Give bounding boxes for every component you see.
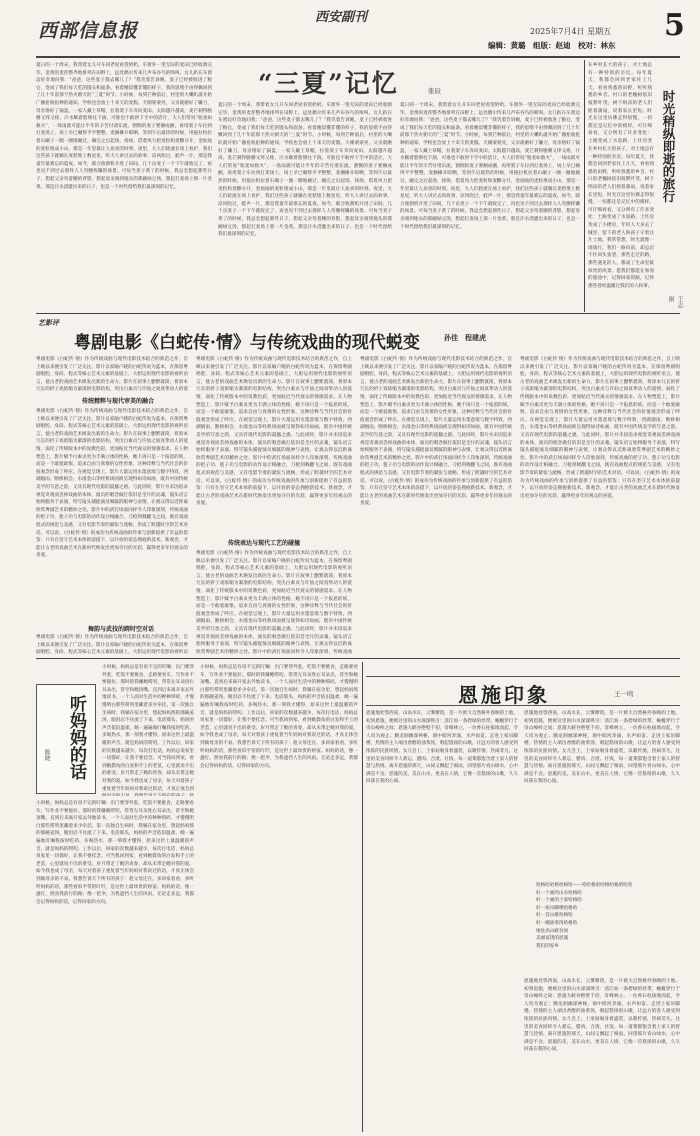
column-name: 西部信息报 — [38, 20, 139, 42]
article-sanxia — [36, 60, 581, 312]
article-body: 粤剧电影《白蛇传·情》作为传统戏曲与现代电影技术结合的典范之作，自上映以来便引发了广泛关注。影片以家喻户晓的白蛇传说为蓝本，在保留粤剧唱腔、身段、程式等核心艺术元素的基础上，大胆运用现代电影的视听语 — [36, 635, 188, 656]
paper-name: 西安副刊 — [315, 10, 368, 25]
sidebar-body: 在乡村长大的孩子，对土地总有一种特别的亲近。每年夏天，我都会回到老家住上几天，看看熟悉的田野，听听熟悉的乡音。村口的老槐树依旧枝繁叶茂，树下纳凉的老人们摇着蒲扇，说着家长里短。时光在这里仿佛走得很慢，一切都还是记忆中的模样。可仔细看看，又分明有了许多变化：土路变成了水泥路，土坯房变成了小楼房，年轻人大多去了城里，留下的老人和孩子守着这片土地。我常常想，时光就像一场旅行，我们一路向前，却总忍不住回头张望，那些走过的路，那些遇见的人，都成了生命里最珍贵的风景。愿我们都能在匆匆的旅途中，记得回家的路，记得那些曾经温暖过我们的人和事。 — [588, 147, 654, 289]
sidebar-divider — [584, 60, 585, 312]
staff-credit: 编辑：黄璐 组版：赵迪 校对：林东 — [488, 41, 616, 50]
article-title: 听妈妈的话 — [66, 695, 86, 780]
article-body: 恩施地处鄂西南，山高水长，云雾缭绕，是一片被大自然格外眷顾的土地。初到恩施，便被这里的山水深深吸引：清江如一条碧绿的丝带，蜿蜒穿行于崇山峻岭之间；恩施大峡谷绝壁千仞，奇峰林立，一炷香石柱拔地而起，令人叹为观止；腾龙洞幽深神秘，洞中暗河奔涌，水声如雷。走进土家吊脚楼，热情的主人端出香醇的油茶汤，唱起悠扬的山歌，让远方的客人感受到浓浓的民族风情。女儿会上，土家姑娘身着盛装，以歌传情，热闹非凡。这里的美食同样令人难忘，腊肉、合渣、社饭，每一道菜都饱含着土家人的智慧与热情。离开恩施的那天，山间又飘起了细雨，回望那片青山绿水，心中满是不舍。恩施的美，美在山水，更美在人情，它像一首悠扬的山歌，久久回荡在我的心间。 — [524, 979, 680, 1053]
article-body: 小时候，妈妈总是有说不完的叮嘱：出门要穿外套，吃饭不要挑食，走路要看车，写作业不要拖拉。那时的我嫌她唠叨，常常左耳朵进右耳朵出，甚至和她顶嘴。直到后来离开家去外地读书，一个人面对生活中的种种琐碎，才慢慢明白那些唠叨里藏着多少牵挂。第一次独自生病时，我躺在宿舍里，想起妈妈熬的那碗姜汤，眼泪忍不住流了下来。电话那头，妈妈的声音依旧温柔，她一遍遍地叮嘱我按时吃药、多喝热水，那一刻我才懂得，原来这世上最温暖的声音，就是妈妈的唠叨。工作以后，回家的次数越来越少，每次打电话，妈妈总说家里一切都好，让我不要挂念。可当我回到家，看到她鬓角的白发和手上的老茧，心里就说不出的难受。岁月带走了她的青春，却从未带走她对我的爱。如今我也成了母亲，每天对着孩子重复着当年妈妈对我说过的话，才真正体会到做母亲的不易。我想告诉天下所有的孩子：趁父母还在，多回家看看，多听听妈妈的话，那些看似平常的叮咛，是这世上最珍贵的财富。妈妈的话，像一盏灯，照亮我前行的路；像一把伞，为我遮挡人生的风雨。无论走多远，我都会记得妈妈的话，记得回家的方向。 — [200, 665, 358, 769]
sidebar-author: 王志刚 — [667, 296, 683, 308]
article-body: 粤剧电影《白蛇传·情》作为传统戏曲与现代电影技术结合的典范之作，自上映以来便引发了广泛关注。影片以家喻户晓的白蛇传说为蓝本，在保留粤剧唱腔、身段、程式等核心艺术元素的基础上，大胆运用现代电影的视听语言，使古老的戏曲艺术焕发出新的生命力。影片在叙事上删繁就简，将原本冗长的折子戏浓缩为紧凑的电影结构，突出白素贞与许仙之间真挚动人的爱情，弱化了传统版本中的说教色彩，更加贴近当代观众的情感需求。在人物塑造上，影片赋予白素贞更为丰满立体的性格，她不再只是一个报恩的妖，而是一个敢爱敢恨、追求自由与真情的女性形象，这种诠释与当代社会的价值观念形成了呼应。在视觉呈现上，影片大量运用水墨意境与数字特效，西湖烟雨、断桥相会、水漫金山等经典场面被呈现得如诗如画，既有中国传统美学的写意之韵，又具有现代电影的震撼之感。与此同时，影片并未因追求视觉奇观而丢掉戏曲的本体，演员的唱念做打依旧是全片的灵魂，镜头语言始终服务于表演，特写镜头捕捉演员细腻的眼神与表情，让观众得以近距离欣赏粤剧艺术的精妙之处。影片中的武打场面同样令人印象深刻，传统戏曲 — [196, 551, 352, 655]
author-name: 王一鸣 — [614, 690, 634, 698]
sidebar-title: 时光稍纵即逝的旅行 — [661, 90, 676, 203]
author-name: 孙佳 程建虎 — [444, 333, 486, 342]
page-number: 5 — [664, 8, 685, 43]
article-body-2: 夏日的一个周末，我带着女儿开车回老屋看望奶奶。车窗外一望无际的麦田已经收割完毕，金黄的麦茬整齐地排列在田野上，远处偶尔传来几声布谷鸟的啼叫。女儿趴在车窗边好奇地问我：“爸爸，这些麦子都去哪儿了？”我笑着告诉她，麦子已经被收进了粮仓，变成了我们每天吃的馒头和面条。看着她似懂非懂的样子，我的思绪不由得飘回到了几十年前那个热火朝天的“三夏”时节。小时候，每到芒种前后，村里的大喇叭就开始广播抢收抢种的通知，学校也会放上十来天的麦假。天刚蒙蒙亮，父亲就磨好了镰刀，母亲烙好了锅盔，一家人戴上草帽，拉着架子车奔向麦田。太阳越升越高，麦芒刺得胳膊又痒又疼，汗水顺着脸颊往下淌，可谁也不敢停下手中的活计，大人们常说“收麦如救火”，一场雨就可能让半年的辛苦付诸东流。割倒的麦子要捆成捆，再用架子车拉到打麦场上，场上早已碾得平平整整，麦捆摊开晾晒，等到午后最热的时候，用拖拉机拉着石碾子一圈一圈地碾过。碾完之后起场、扬场，借着风力把麦粒和麦糠分开，金灿灿的麦粒堆成小山，那是一年里最让人欢喜的时刻。夜里，大人们轮流在场上看护，我们这些孩子就躺在麦秸堆上数星星，听大人讲过去的故事，凉风吹过，蛙声一片，那是我童年最难忘的夏夜。如今，联合收割机开进了田间，几十亩麦子一个下午就收完了，再也见不到过去那样人人弯腰挥镰的场景。可每当麦子黄了的时候，我总会想起那些日子，想起父亲弯着腰的背影，想起母亲端到地头的那碗绿豆汤，想起打麦场上那一片金黄。那是汗水浇灌出来的日子，也是一个时代留给我们最深刻的记忆。 — [218, 103, 392, 238]
article-body: 粤剧电影《白蛇传·情》作为传统戏曲与现代电影技术结合的典范之作，自上映以来便引发了广泛关注。影片以家喻户晓的白蛇传说为蓝本，在保留粤剧唱腔、身段、程式等核心艺术元素的基础上，大胆运用现代电影的视听语言，使古老的戏曲艺术焕发出新的生命力。影片在叙事上删繁就简，将原本冗长的折子戏浓缩为紧凑的电影结构，突出白素贞与许仙之间真挚动人的爱情，弱化了传统版本中的说教色彩，更加贴近当代观众的情感需求。在人物塑造上，影片赋予白素贞更为丰满立体的性格，她不再只是一个报恩的妖，而是一个敢爱敢恨、追求自由与真情的女性形象，这种诠释与当代社会的价值观念形成了呼应。在视觉呈现上，影片大量运用水墨意境与数字特效，西湖烟雨、断桥相会、水漫金山等经典场面被呈现得如诗如画，既有中国传统美学的写意之韵，又具有现代电影的震撼之感。与此同时，影片并未因追求视觉奇观而丢掉戏曲的本体，演员的唱念做打依旧是全片的灵魂，镜头语言始终服务于表演，特写镜头捕捉演员细腻的眼神与表情，让观众得以近距离欣赏粤剧艺术的精妙之处。影片中的武打场面同样令人印象深刻，传统戏曲的把子功、毯子功与电影的动作设计相融合，刀枪剑戟翻飞之间，既有戏曲程式的规范与美感，又有电影节奏的紧张与流畅，形成了跨越时空的艺术对话。可以说，《白蛇传·情》的成功为传统戏曲的传承与创新提供了有益的借鉴：只有在坚守艺术本体的前提下，以开放的姿态拥抱新技术、新观念，才能让古老的戏曲艺术在新时代焕发出更加夺目的光彩，赢得更多年轻观众的喜爱。 — [196, 357, 352, 507]
subhead-2: 传统表达与现代工艺的碰撞 — [228, 540, 301, 547]
sidebar-body-top: 在乡村长大的孩子，对土地总有一种特别的亲近。每年夏天，我都会回到老家住上几天，看看熟悉的田野，听听熟悉的乡音。村口的老槐树依旧枝繁叶茂，树下纳凉的老人们摇着蒲扇，说着家长里短。时光在这里仿佛走得很慢，一切都还是记忆中的模样。可仔细看看，又分明有了许多变化：土路变成了水泥路，土坯房变 — [588, 63, 652, 144]
article-teacher — [366, 662, 680, 1132]
subhead-1: 传统精粹与现代审美的融合 — [82, 398, 155, 405]
subhead-3: 舞韵与武技的跨时空对话 — [88, 626, 155, 633]
article-opera — [36, 316, 680, 656]
article-body: 粤剧电影《白蛇传·情》作为传统戏曲与现代电影技术结合的典范之作，自上映以来便引发了广泛关注。影片以家喻户晓的白蛇传说为蓝本，在保留粤剧唱腔、身段、程式等核心艺术元素的基础上，大胆运用现代电影的视听语言，使古老的戏曲艺术焕发出新的生命力。影片在叙事上删繁就简，将原本冗长的折子戏浓缩为紧凑的电影结构，突出白素贞与许仙之间真挚动人的爱 — [36, 357, 188, 392]
title-banner — [366, 676, 680, 706]
masthead — [0, 0, 700, 56]
masthead-rule — [36, 56, 680, 58]
article-title: 恩施印象 — [458, 683, 550, 707]
kicker-label: 艺影评 — [38, 318, 59, 327]
article-body: 粤剧电影《白蛇传·情》作为传统戏曲与现代电影技术结合的典范之作，自上映以来便引发了广泛关注。影片以家喻户晓的白蛇传说为蓝本，在保留粤剧唱腔、身段、程式等核心艺术元素的基础上，大胆运用现代电影的视听语言，使古老的戏曲艺术焕发出新的生命力。影片在叙事上删繁就简，将原本冗长的折子戏浓缩为紧凑的电影结构，突出白素贞与许仙之间真挚动人的爱情，弱化了传统版本中的说教色彩，更加贴近当代观众的情感需求。在人物塑造上，影片赋予白素贞更为丰满立体的性格，她不再只是一个报恩的妖，而是一个敢爱敢恨、追求自由与真情的女性形象，这种诠释与当代社会的价值观念形成了呼应。在视觉呈现上，影片大量运用水墨意境与数字特效，西湖烟雨、断桥相会、水漫金山等经典场面被呈现得如诗如画，既有中国传统美学的写意之韵，又具有现代电影的震撼之感。与此同时，影片并未因追求视觉奇观而丢掉戏曲的本体，演员的唱念做打依旧是全片的灵魂，镜头语言始终服务于表演，特写镜头捕捉演员细腻的眼神与表情，让观众得以近距离欣赏粤剧艺术的精妙之处。影片中的武打场面同样令人印象深刻，传统戏曲的把子功、毯子功与电影的动作设计相融合，刀枪剑戟翻飞之间，既有戏曲程式的规范与美感，又有电影节奏的紧张与流畅，形成了跨越时空的艺术对话。可以说，《白蛇传·情》的成功为传统戏曲的传承与创新提供了有益的借鉴：只有在坚守艺术本体的前提下，以开放的姿态拥抱新技术、新观念，才能让古老的戏曲艺术在新时代焕发出更加夺目的光彩，赢得更多年轻观众的喜爱。 — [520, 357, 680, 499]
section-rule-1 — [36, 313, 680, 314]
article-mother — [36, 662, 358, 1132]
article-body: 粤剧电影《白蛇传·情》作为传统戏曲与现代电影技术结合的典范之作，自上映以来便引发了广泛关注。影片以家喻户晓的白蛇传说为蓝本，在保留粤剧唱腔、身段、程式等核心艺术元素的基础上，大胆运用现代电影的视听语言，使古老的戏曲艺术焕发出新的生命力。影片在叙事上删繁就简，将原本冗长的折子戏浓缩为紧凑的电影结构，突出白素贞与许仙之间真挚动人的爱情，弱化了传统版本中的说教色彩，更加贴近当代观众的情感需求。在人物塑造上，影片赋予白素贞更为丰满立体的性格，她不再只是一个报恩的妖，而是一个敢爱敢恨、追求自由与真情的女性形象，这种诠释与当代社会的价值观念形成了呼应。在视觉呈现上，影片大量运用水墨意境与数字特效，西湖烟雨、断桥相会、水漫金山等经典场面被呈现得如诗如画，既有中国传统美学的写意之韵，又具有现代电影的震撼之感。与此同时，影片并未因追求视觉奇观而丢掉戏曲的本体，演员的唱念做打依旧是全片的灵魂，镜头语言始终服务于表演，特写镜头捕捉演员细腻的眼神与表情，让观众得以近距离欣赏粤剧艺术的精妙之处。影片中的武打场面同样令人印象深刻，传统戏曲的把子功、毯子功与电影的动作设计相融合，刀枪剑戟翻飞之间，既有戏曲程式的规范与美感，又有电影节奏的紧张与流畅，形成了跨越时空的艺术对话。可以说，《白蛇传·情》的成功为传统戏曲的传承与创新提供了有益的借鉴：只有在坚守艺术本体的前提下，以开放的姿态拥抱新技术、新观念，才能让古老的戏曲艺术在新时代焕发出更加夺目的光彩，赢得更多年轻观众的喜爱。 — [360, 357, 512, 507]
article-body: 小时候，妈妈总是有说不完的叮嘱：出门要穿外套，吃饭不要挑食，走路要看车，写作业不要拖拉。那时的我嫌她唠叨，常常左耳朵进右耳朵出，甚至和她顶嘴。直到后来离开家去外地读书，一个人面对生活中的种种琐碎，才慢慢明白那些唠叨里藏着多少牵挂。第一次独自生病时，我躺在宿舍里，想起妈妈熬的那碗姜汤，眼泪忍不住流了下来。电话那头，妈妈的声音依旧温柔，她一遍遍地叮嘱我按时吃药、多喝热水，那一刻我才懂得，原来这世上最温暖的声音，就是妈妈的唠叨。工作以后，回家的次数越来越少，每次打电话，妈妈总说家里一切都好，让我不要挂念。可当我回到家，看到她鬓角的白发和手上的老茧，心里就说不出的难受。岁月带走了她的青春，却从未带走她对我的爱。如今我也成了母亲，每天对着孩子重复着当年妈妈对我说过的话，才真正体会到 — [102, 665, 194, 792]
poem-block: 哈格哈哈格哈格哈——哈哈格哈哈格哈格哈哈哈 好一个画的山水哈格哈 好一个画的土家哈格哈 好一座吊脚楼哈格哈 好一首山歌哈格哈 好一碗油茶汤哈格哈 地处高山峡谷间 美丽富饶的恩施 我们的家乡 — [536, 883, 633, 949]
article-body: 粤剧电影《白蛇传·情》作为传统戏曲与现代电影技术结合的典范之作，自上映以来便引发了广泛关注。影片以家喻户晓的白蛇传说为蓝本，在保留粤剧唱腔、身段、程式等核心艺术元素的基础上，大胆运用现代电影的视听语言，使古老的戏曲艺术焕发出新的生命力。影片在叙事上删繁就简，将原本冗长的折子戏浓缩为紧凑的电影结构，突出白素贞与许仙之间真挚动人的爱情，弱化了传统版本中的说教色彩，更加贴近当代观众的情感需求。在人物塑造上，影片赋予白素贞更为丰满立体的性格，她不再只是一个报恩的妖，而是一个敢爱敢恨、追求自由与真情的女性形象，这种诠释与当代社会的价值观念形成了呼应。在视觉呈现上，影片大量运用水墨意境与数字特效，西湖烟雨、断桥相会、水漫金山等经典场面被呈现得如诗如画，既有中国传统美学的写意之韵，又具有现代电影的震撼之感。与此同时，影片并未因追求视觉奇观而丢掉戏曲的本体，演员的唱念做打依旧是全片的灵魂，镜头语言始终服务于表演，特写镜头捕捉演员细腻的眼神与表情，让观众得以近距离欣赏粤剧艺术的精妙之处。影片中的武打场面同样令人印象深刻，传统戏曲的把子功、毯子功与电影的动作设计相融合，刀枪剑戟翻飞之间，既有戏曲程式的规范与美感，又有电影节奏的紧张与流畅，形成了跨越时空的艺术对话。可以说，《白蛇传·情》的成功为传统戏曲的传承与创新提供了有益的借鉴：只有在坚守艺术本体的前提下，以开放的姿态拥抱新技术、新观念，才能让古老的戏曲艺术在新时代焕发出更加夺目的光彩，赢得更多年轻观众的喜爱。 — [36, 409, 188, 559]
title-box — [36, 684, 96, 794]
article-body: 恩施地处鄂西南，山高水长，云雾缭绕，是一片被大自然格外眷顾的土地。初到恩施，便被这里的山水深深吸引：清江如一条碧绿的丝带，蜿蜒穿行于崇山峻岭之间；恩施大峡谷绝壁千仞，奇峰林立，一炷香石柱拔地而起，令人叹为观止；腾龙洞幽深神秘，洞中暗河奔涌，水声如雷。走进土家吊脚楼，热情的主人端出香醇的油茶汤，唱起悠扬的山歌，让远方的客人感受到浓浓的民族风情。女儿会上，土家姑娘身着盛装，以歌传情，热闹非凡。这里的美食同样令人难忘，腊肉、合渣、社饭，每一道菜都饱含着土家人的智慧与热情。离开恩施的那天，山间又飘起了细雨，回望那片青山绿水，心中满是不舍。恩施的美，美在山水，更美在人情，它像一首悠扬的山歌，久久回荡在我的心间。 — [524, 711, 680, 785]
article-body-3: 夏日的一个周末，我带着女儿开车回老屋看望奶奶。车窗外一望无际的麦田已经收割完毕，金黄的麦茬整齐地排列在田野上，远处偶尔传来几声布谷鸟的啼叫。女儿趴在车窗边好奇地问我：“爸爸，这些麦子都去哪儿了？”我笑着告诉她，麦子已经被收进了粮仓，变成了我们每天吃的馒头和面条。看着她似懂非懂的样子，我的思绪不由得飘回到了几十年前那个热火朝天的“三夏”时节。小时候，每到芒种前后，村里的大喇叭就开始广播抢收抢种的通知，学校也会放上十来天的麦假。天刚蒙蒙亮，父亲就磨好了镰刀，母亲烙好了锅盔，一家人戴上草帽，拉着架子车奔向麦田。太阳越升越高，麦芒刺得胳膊又痒又疼，汗水顺着脸颊往下淌，可谁也不敢停下手中的活计，大人们常说“收麦如救火”，一场雨就可能让半年的辛苦付诸东流。割倒的麦子要捆成捆，再用架子车拉到打麦场上，场上早已碾得平平整整，麦捆摊开晾晒，等到午后最热的时候，用拖拉机拉着石碾子一圈一圈地碾过。碾完之后起场、扬场，借着风力把麦粒和麦糠分开，金灿灿的麦粒堆成小山，那是一年里最让人欢喜的时刻。夜里，大人们轮流在场上看护，我们这些孩子就躺在麦秸堆上数星星，听大人讲过去的故事，凉风吹过，蛙声一片，那是我童年最难忘的夏夜。如今，联合收割机开进了田间，几十亩麦子一个下午就收完了，再也见不到过去那样人人弯腰挥镰的场景。可每当麦子黄了的时候，我总会想起那些日子，想起父亲弯着腰的背影，想起母亲端到地头的那碗绿豆汤，想起打麦场上那一片金黄。那是汗水浇灌出来的日子，也是一个时代留给我们最深刻的记忆。 — [400, 103, 580, 230]
article-title: 粤剧电影《白蛇传·情》与传统戏曲的现代蜕变 — [74, 333, 420, 353]
author-name: 陈晓 — [43, 749, 50, 761]
author-name: 张辰 — [428, 87, 441, 95]
column-divider — [362, 662, 363, 1132]
section-rule-2 — [36, 658, 680, 659]
article-title: “三夏”记忆 — [258, 69, 399, 98]
sidebar-moon — [588, 60, 683, 312]
article-body: 小时候，妈妈总是有说不完的叮嘱：出门要穿外套，吃饭不要挑食，走路要看车，写作业不要拖拉。那时的我嫌她唠叨，常常左耳朵进右耳朵出，甚至和她顶嘴。直到后来离开家去外地读书，一个人面对生活中的种种琐碎，才慢慢明白那些唠叨里藏着多少牵挂。第一次独自生病时，我躺在宿舍里，想起妈妈熬的那碗姜汤，眼泪忍不住流了下来。电话那头，妈妈的声音依旧温柔，她一遍遍地叮嘱我按时吃药、多喝热水，那一刻我才懂得，原来这世上最温暖的声音，就是妈妈的唠叨。工作以后，回家的次数越来越少，每次打电话，妈妈总说家里一切都好，让我不要挂念。可当我回到家，看到她鬓角的白发和手上的老茧，心里就说不出的难受。岁月带走了她的青春，却从未带走她对我的爱。如今我也成了母亲，每天对着孩子重复着当年妈妈对我说过的话，才真正体会到做母亲的不易。我想告诉天下所有的孩子：趁父母还在，多回家看看，多听听妈妈的话，那些看似平常的叮咛，是这世上最珍贵的财富。妈妈的话，像一盏灯，照亮我前行的路；像一把伞，为我遮挡人生的风雨。无论走多远，我都会记得妈妈的话，记得回家的方向。 — [36, 801, 194, 905]
article-body: 恩施地处鄂西南，山高水长，云雾缭绕，是一片被大自然格外眷顾的土地。初到恩施，便被这里的山水深深吸引：清江如一条碧绿的丝带，蜿蜒穿行于崇山峻岭之间；恩施大峡谷绝壁千仞，奇峰林立，一炷香石柱拔地而起，令人叹为观止；腾龙洞幽深神秘，洞中暗河奔涌，水声如雷。走进土家吊脚楼，热情的主人端出香醇的油茶汤，唱起悠扬的山歌，让远方的客人感受到浓浓的民族风情。女儿会上，土家姑娘身着盛装，以歌传情，热闹非凡。这里的美食同样令人难忘，腊肉、合渣、社饭，每一道菜都饱含着土家人的智慧与热情。离开恩施的那天，山间又飘起了细雨，回望那片青山绿水，心中满是不舍。恩施的美，美在山水，更美在人情，它像一首悠扬的山歌，久久回荡在我的心间。 — [366, 711, 518, 785]
article-body: 夏日的一个周末，我带着女儿开车回老屋看望奶奶。车窗外一望无际的麦田已经收割完毕，金黄的麦茬整齐地排列在田野上，远处偶尔传来几声布谷鸟的啼叫。女儿趴在车窗边好奇地问我：“爸爸，这些麦子都去哪儿了？”我笑着告诉她，麦子已经被收进了粮仓，变成了我们每天吃的馒头和面条。看着她似懂非懂的样子，我的思绪不由得飘回到了几十年前那个热火朝天的“三夏”时节。小时候，每到芒种前后，村里的大喇叭就开始广播抢收抢种的通知，学校也会放上十来天的麦假。天刚蒙蒙亮，父亲就磨好了镰刀，母亲烙好了锅盔，一家人戴上草帽，拉着架子车奔向麦田。太阳越升越高，麦芒刺得胳膊又痒又疼，汗水顺着脸颊往下淌，可谁也不敢停下手中的活计，大人们常说“收麦如救火”，一场雨就可能让半年的辛苦付诸东流。割倒的麦子要捆成捆，再用架子车拉到打麦场上，场上早已碾得平平整整，麦捆摊开晾晒，等到午后最热的时候，用拖拉机拉着石碾子一圈一圈地碾过。碾完之后起场、扬场，借着风力把麦粒和麦糠分开，金灿灿的麦粒堆成小山，那是一年里最让人欢喜的时刻。夜里，大人们轮流在场上看护，我们这些孩子就躺在麦秸堆上数星星，听大人讲过去的故事，凉风吹过，蛙声一片，那是我童年最难忘的夏夜。如今，联合收割机开进了田间，几十亩麦子一个下午就收完了，再也见不到过去那样人人弯腰挥镰的场景。可每当麦子黄了的时候，我总会想起那些日子，想起父亲弯着腰的背影，想起母亲端到地头的那碗绿豆汤，想起打麦场上那一片金黄。那是汗水浇灌出来的日子，也是一个时代留给我们最深刻的记忆。 — [36, 63, 212, 190]
issue-date: 2025年7月4日 星期五 — [530, 27, 612, 36]
